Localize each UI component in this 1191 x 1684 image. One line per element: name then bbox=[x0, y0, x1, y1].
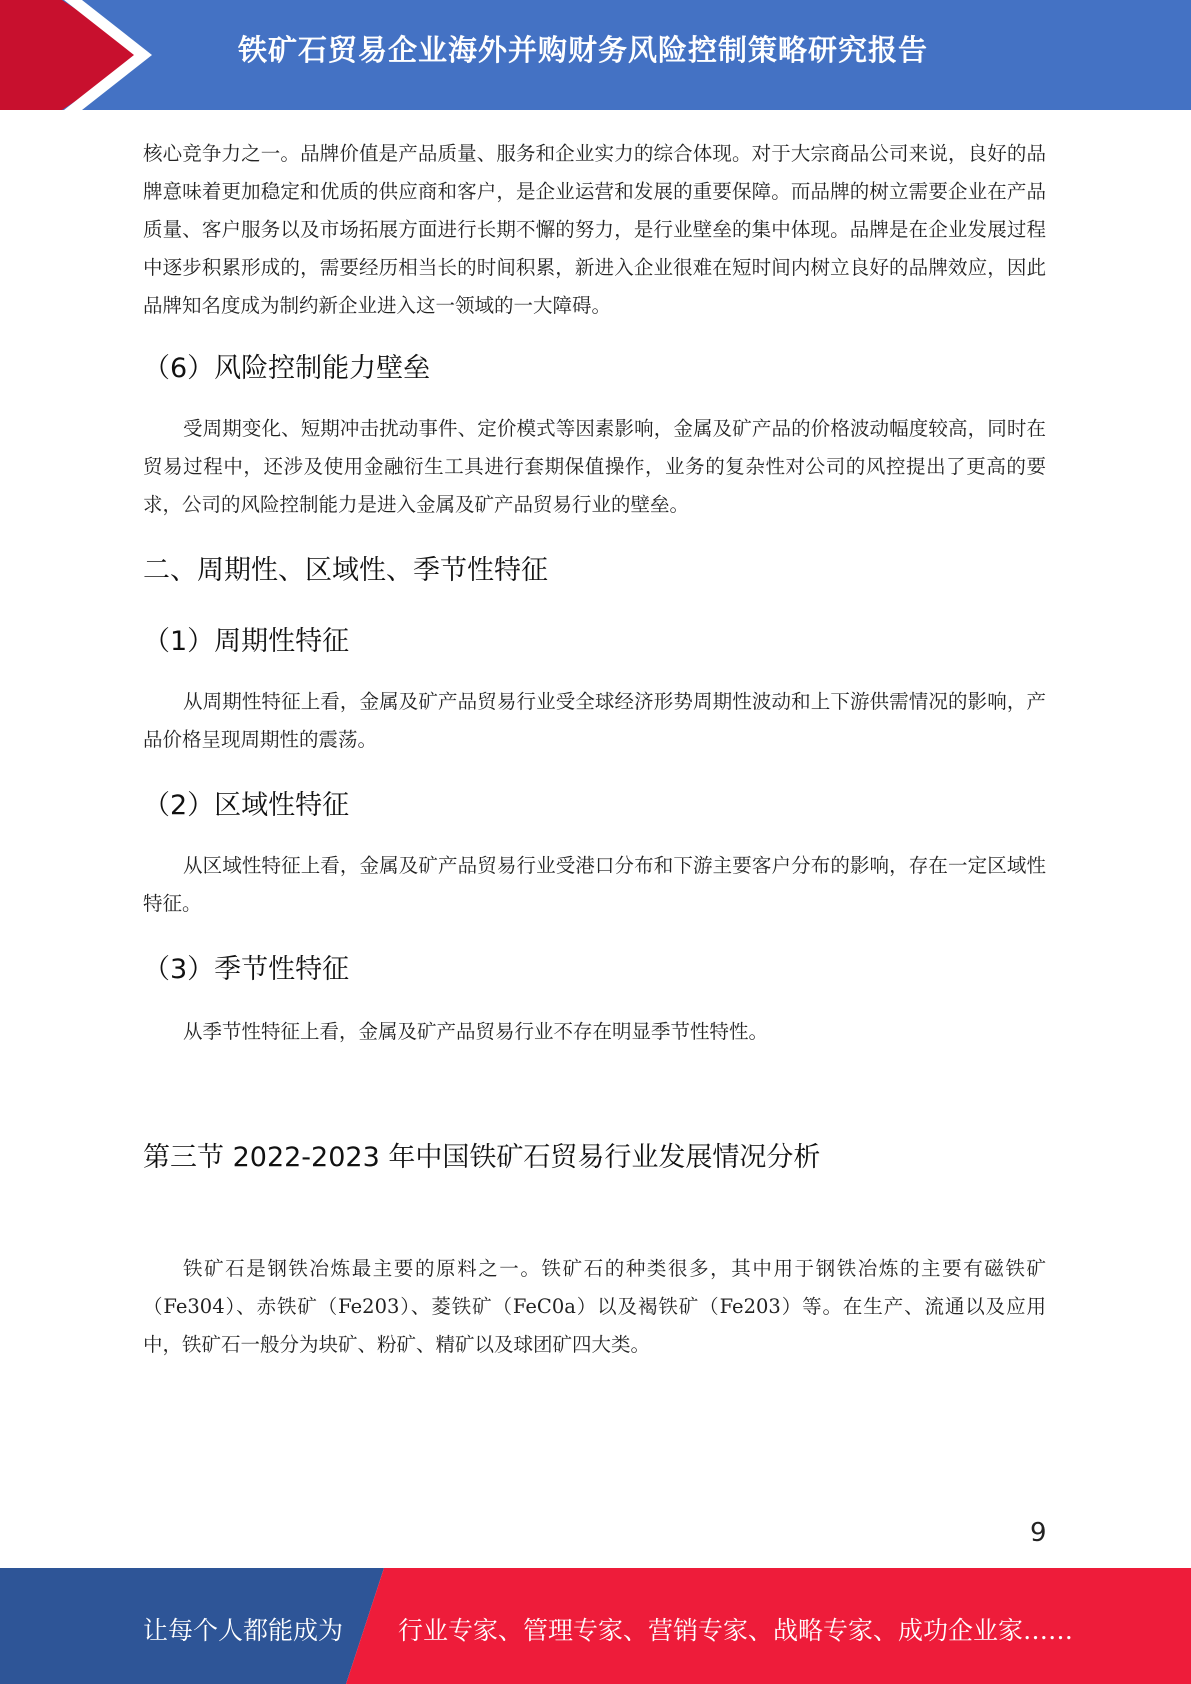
paragraph-iron-ore: 铁矿石是钢铁冶炼最主要的原料之一。铁矿石的种类很多，其中用于钢铁冶炼的主要有磁铁矿（Fe304）、赤铁矿（Fe203）、菱铁矿（FeC0a）以及褐铁矿（Fe203）等。在生产、流通以及应用中，铁矿石一般分为块矿、粉矿、精矿以及球团矿四大类。 bbox=[143, 1257, 1046, 1356]
heading-cyclical: （1）周期性特征 bbox=[143, 626, 350, 657]
page-number: 9 bbox=[1030, 1518, 1047, 1548]
heading-seasonal: （3）季节性特征 bbox=[143, 954, 350, 985]
footer-slogan-right: 行业专家、管理专家、营销专家、战略专家、成功企业家…… bbox=[398, 1616, 1074, 1645]
heading-regional: （2）区域性特征 bbox=[143, 790, 350, 821]
footer-banner bbox=[0, 1568, 1191, 1684]
paragraph-risk-control: 受周期变化、短期冲击扰动事件、定价模式等因素影响，金属及矿产品的价格波动幅度较高，同时在贸易过程中，还涉及使用金融衍生工具进行套期保值操作，业务的复杂性对公司的风控提出了更高的要求，公司的风险控制能力是进入金属及矿产品贸易行业的壁垒。 bbox=[143, 417, 1046, 516]
header-banner bbox=[0, 0, 1191, 110]
heading-risk-control-barrier: （6）风险控制能力壁垒 bbox=[143, 353, 431, 384]
paragraph-cyclical: 从周期性特征上看，金属及矿产品贸易行业受全球经济形势周期性波动和上下游供需情况的影响，产品价格呈现周期性的震荡。 bbox=[143, 690, 1046, 751]
report-title: 铁矿石贸易企业海外并购财务风险控制策略研究报告 bbox=[238, 33, 929, 67]
paragraph-brand-barrier: 核心竞争力之一。品牌价值是产品质量、服务和企业实力的综合体现。对于大宗商品公司来说，良好的品牌意味着更加稳定和优质的供应商和客户，是企业运营和发展的重要保障。而品牌的树立需要企业在产品质量、客户服务以及市场拓展方面进行长期不懈的努力，是行业壁垒的集中体现。品牌是在企业发展过程中逐步积累形成的，需要经历相当长的时间积累，新进入企业很难在短时间内树立良好的品牌效应，因此品牌知名度成为制约新企业进入这一领域的一大障碍。 bbox=[143, 142, 1046, 317]
paragraph-regional: 从区域性特征上看，金属及矿产品贸易行业受港口分布和下游主要客户分布的影响，存在一定区域性特征。 bbox=[143, 854, 1046, 915]
paragraph-seasonal: 从季节性特征上看，金属及矿产品贸易行业不存在明显季节性特性。 bbox=[183, 1020, 769, 1043]
heading-section-characteristics: 二、周期性、区域性、季节性特征 bbox=[143, 555, 548, 586]
footer-slogan-left: 让每个人都能成为 bbox=[143, 1616, 344, 1645]
heading-section-three: 第三节 2022-2023 年中国铁矿石贸易行业发展情况分析 bbox=[143, 1142, 821, 1173]
